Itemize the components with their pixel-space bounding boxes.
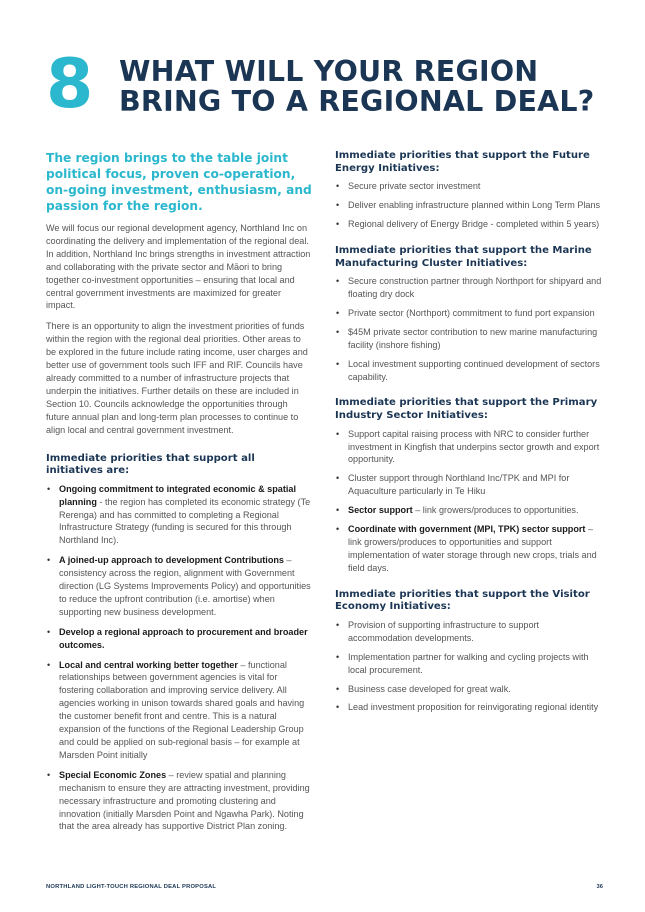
section-heading-primary-industry: Immediate priorities that support the Primary Industry Sector Initiatives: bbox=[335, 397, 598, 422]
list-item-bold: A joined-up approach to development Contributions bbox=[59, 555, 284, 566]
list-item bbox=[335, 358, 603, 384]
section-heading-all-initiatives: Immediate priorities that support all initiatives are: bbox=[46, 452, 255, 477]
page-title-line-2: BRING TO A REGIONAL DEAL? bbox=[119, 85, 595, 118]
list-item bbox=[335, 701, 603, 714]
alignment-paragraph: There is an opportunity to align the investment priorities of funds within the region with the regional deal priorities. Other areas to be explored in the future include rating income, user charges and better use of government tools such IFF and RIF. Councils have already committed to a number of infrastructure projects that underpin the initiatives. Further details on these are included in Section 10. Councils acknowledge the opportunities through future annual plan and long-term plan processes to continue to align local and central government investment. bbox=[46, 321, 308, 435]
list-item-text: Cluster support through Northland Inc/TPK and MPI for Aquaculture particularly in Te Hiku bbox=[348, 473, 570, 497]
intro-paragraph: We will focus our regional development agency, Northland Inc on coordinating the delivery and implementation of the regional deal. In addition, Northland Inc brings strengths in investment attraction and collaborating with the private sector and Māori to bring together co-investment opportunities – ensuring that local and central government investments are maximized for greater impact. bbox=[46, 223, 311, 311]
list-item bbox=[46, 769, 312, 834]
right-column bbox=[335, 150, 603, 720]
list-item-text: Support capital raising process with NRC to consider further investment in Kingfish that underpins sector growth and export opportunity. bbox=[348, 428, 600, 465]
list-item-text: Regional delivery of Energy Bridge - completed within 5 years) bbox=[348, 219, 600, 229]
page-header bbox=[46, 45, 606, 124]
list-item bbox=[335, 199, 603, 212]
list-item-text: Business case developed for great walk. bbox=[348, 683, 511, 694]
list-item bbox=[46, 483, 312, 548]
list-item-text: – link growers/produces to opportunities and support implementation of water storage through new crops, trials and field days. bbox=[348, 524, 597, 573]
list-item bbox=[46, 626, 312, 652]
section-heading-future-energy: Immediate priorities that support the Future Energy Initiatives: bbox=[335, 150, 590, 174]
list-item bbox=[335, 504, 603, 517]
list-item-bold: Special Economic Zones bbox=[59, 769, 167, 780]
list-item-text: Secure private sector investment bbox=[348, 181, 481, 192]
list-item-text: $45M private sector contribution to new marine manufacturing facility (inshore fishing) bbox=[348, 326, 598, 350]
left-column bbox=[46, 150, 312, 840]
list-item bbox=[335, 307, 603, 320]
list-item bbox=[335, 326, 603, 352]
primary-industry-list bbox=[335, 428, 603, 575]
list-item bbox=[335, 472, 603, 498]
list-item bbox=[335, 180, 603, 193]
list-item-text: Implementation partner for walking and cycling projects with local procurement. bbox=[348, 651, 589, 675]
list-item-text: – functional relationships between government agencies is vital for fostering collaboration and improving service delivery. All agencies working in unison towards shared goals and having the customer benefit front and centre. This is a natural expansion of the functions of the Regional Leadership Group and could be applied on sub-regional basis – for example at Marsden Point initially bbox=[59, 659, 305, 760]
list-item-bold: Ongoing commitment to integrated economic & spatial planning bbox=[59, 483, 296, 507]
marine-manufacturing-list bbox=[335, 275, 603, 383]
section-heading-marine-manufacturing: Immediate priorities that support the Marine Manufacturing Cluster Initiatives: bbox=[335, 244, 592, 269]
list-item-bold: Develop a regional approach to procurement and broader outcomes. bbox=[59, 626, 308, 650]
list-item-bold: Sector support bbox=[348, 505, 413, 516]
list-item bbox=[335, 428, 603, 467]
list-item-text: Deliver enabling infrastructure planned within Long Term Plans bbox=[348, 200, 601, 211]
list-item-text: – link growers/produces to opportunities. bbox=[412, 505, 579, 516]
page-title bbox=[119, 57, 599, 117]
list-item-bold: Coordinate with government (MPI, TPK) sector support bbox=[348, 524, 586, 535]
list-item-text: Private sector (Northport) commitment to fund port expansion bbox=[348, 307, 595, 318]
list-item-text: Local investment supporting continued development of sectors capability. bbox=[348, 358, 600, 382]
list-item bbox=[335, 523, 603, 575]
section-heading-visitor-economy: Immediate priorities that support the Visitor Economy Initiatives: bbox=[335, 588, 590, 613]
list-item bbox=[335, 619, 603, 645]
list-item-text: – consistency across the region, alignment with Government direction (LG Systems Improvements Policy) and opportunities to reduce the upfront contribution (i.e. amortise) when supporting new business development. bbox=[59, 555, 311, 617]
list-item bbox=[46, 554, 312, 619]
list-item-text: Lead investment proposition for reinvigorating regional identity bbox=[348, 702, 599, 713]
chapter-number: 8 bbox=[46, 45, 93, 124]
list-item-bold: Local and central working better together bbox=[59, 659, 238, 670]
visitor-economy-list bbox=[335, 619, 603, 714]
list-item bbox=[335, 683, 603, 696]
page-title-line-1: WHAT WILL YOUR REGION bbox=[119, 55, 539, 88]
list-item bbox=[335, 651, 603, 677]
list-item-text: – review spatial and planning mechanism to ensure they are attracting investment, providing necessary infrastructure and promoting clustering and innovation (initially Marsden Point and Ngawha Park). Noting that the area already has supportive District Plan zoning. bbox=[59, 769, 310, 832]
footer-document-title: NORTHLAND LIGHT-TOUCH REGIONAL DEAL PROPOSAL bbox=[46, 884, 217, 890]
future-energy-list bbox=[335, 180, 603, 231]
lead-statement: The region brings to the table joint political focus, proven co-operation, on-going investment, enthusiasm, and passion for the region. bbox=[46, 151, 312, 213]
all-initiatives-list bbox=[46, 483, 312, 834]
list-item-text: Provision of supporting infrastructure to support accommodation developments. bbox=[348, 619, 540, 643]
list-item bbox=[335, 218, 603, 231]
list-item-text: Secure construction partner through Northport for shipyard and floating dry dock bbox=[348, 276, 602, 299]
list-item bbox=[335, 275, 603, 301]
footer-page-number: 36 bbox=[596, 884, 603, 890]
list-item bbox=[46, 659, 312, 762]
list-item-text: - the region has completed its economic strategy (Te Rerenga) and has committed to completing a Regional Infrastructure Strategy (funding is secured for this through Northland Inc). bbox=[59, 496, 311, 546]
